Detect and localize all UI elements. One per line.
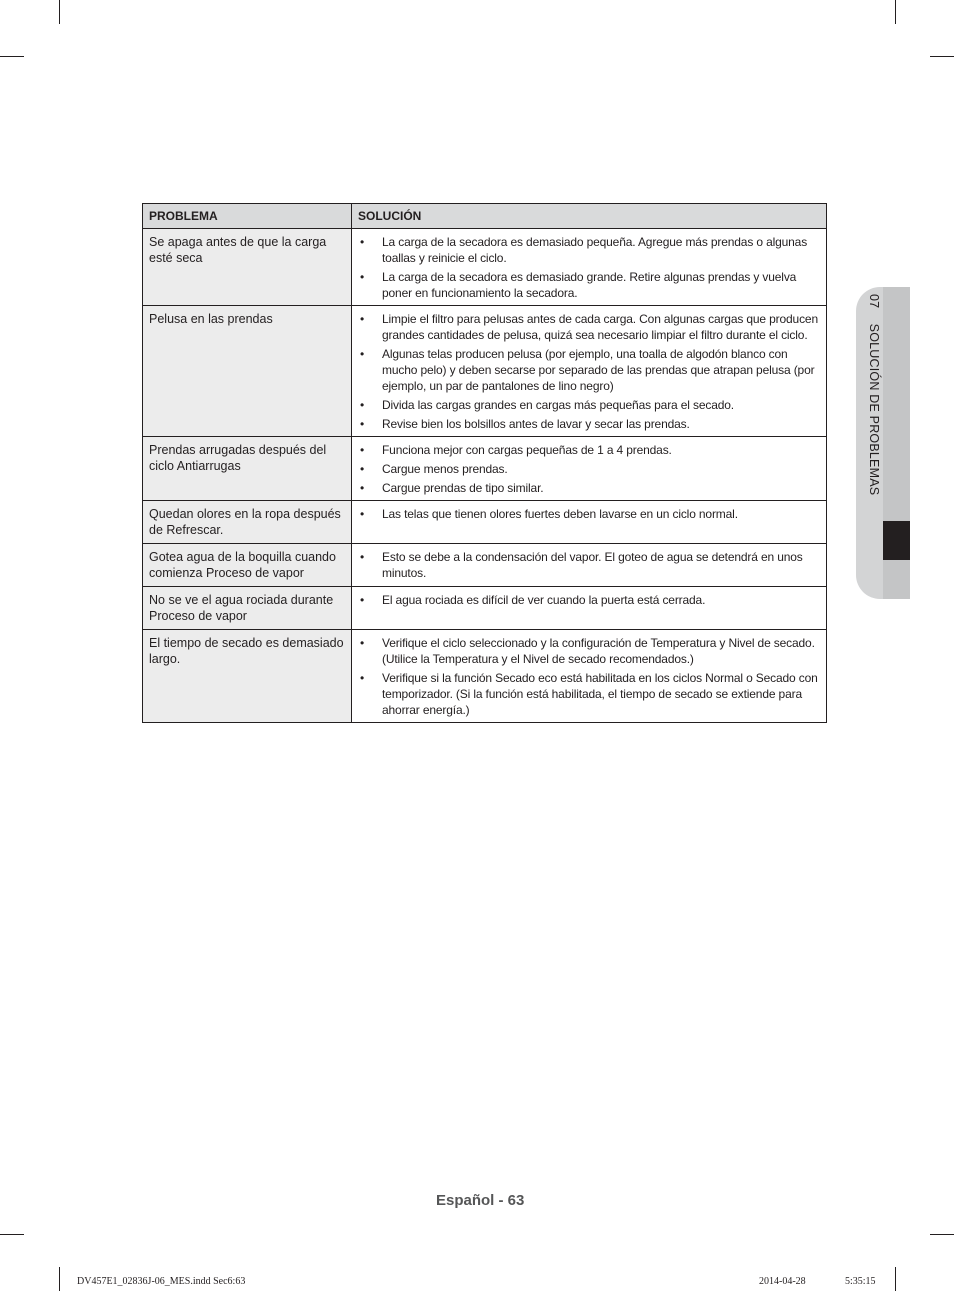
solution-list	[360, 234, 818, 301]
table-row	[143, 543, 827, 586]
table-body	[143, 228, 827, 722]
problem-cell: El tiempo de secado es demasiado largo.	[143, 629, 352, 722]
problem-cell: Pelusa en las prendas	[143, 305, 352, 436]
table-row	[143, 436, 827, 500]
solution-item: • El agua rociada es difícil de ver cuando la puerta está cerrada.	[360, 592, 818, 608]
table-row	[143, 228, 827, 305]
solution-item: • Verifique el ciclo seleccionado y la configuración de Temperatura y Nivel de secado. (Utilice la Temperatura y el Nivel de secado recomendados.)	[360, 635, 818, 667]
crop-mark	[895, 0, 896, 24]
solution-item: • Revise bien los bolsillos antes de lavar y secar las prendas.	[360, 416, 818, 432]
solution-list	[360, 442, 818, 496]
chapter-tab-bar	[883, 287, 910, 521]
crop-mark	[895, 1267, 896, 1291]
solution-cell	[352, 305, 827, 436]
solution-item: • Divida las cargas grandes en cargas más pequeñas para el secado.	[360, 397, 818, 413]
solution-list	[360, 592, 818, 608]
troubleshooting-table	[142, 203, 827, 723]
solution-cell	[352, 228, 827, 305]
table-row	[143, 500, 827, 543]
solution-list	[360, 635, 818, 718]
header-problem: PROBLEMA	[143, 204, 352, 229]
crop-mark	[0, 1234, 24, 1235]
chapter-number: 07	[867, 294, 881, 309]
problem-cell: Gotea agua de la boquilla cuando comienza Proceso de vapor	[143, 543, 352, 586]
solution-item: • Verifique si la función Secado eco está habilitada en los ciclos Normal o Secado con temporizador. (Si la función está habilitada, el tiempo de secado se extiende para ahorrar energía.)	[360, 670, 818, 718]
solution-list	[360, 506, 818, 522]
problem-cell: Prendas arrugadas después del ciclo Antiarrugas	[143, 436, 352, 500]
print-time: 5:35:15	[845, 1276, 876, 1287]
file-slug: DV457E1_02836J-06_MES.indd Sec6:63	[77, 1276, 246, 1287]
crop-mark	[0, 56, 24, 57]
crop-mark	[59, 1267, 60, 1291]
chapter-title: SOLUCIÓN DE PROBLEMAS	[867, 323, 881, 496]
table-header-row	[143, 204, 827, 229]
page-number: Español - 63	[436, 1192, 525, 1209]
chapter-tab-marker	[883, 521, 910, 560]
print-date: 2014-04-28	[759, 1276, 806, 1287]
crop-mark	[930, 1234, 954, 1235]
problem-cell: Quedan olores en la ropa después de Refrescar.	[143, 500, 352, 543]
table-row	[143, 586, 827, 629]
crop-mark	[59, 0, 60, 24]
table-row	[143, 305, 827, 436]
solution-cell	[352, 629, 827, 722]
solution-cell	[352, 586, 827, 629]
chapter-label	[861, 294, 881, 524]
solution-list	[360, 549, 818, 581]
solution-item: • La carga de la secadora es demasiado pequeña. Agregue más prendas o algunas toallas y reinicie el ciclo.	[360, 234, 818, 266]
problem-cell: Se apaga antes de que la carga esté seca	[143, 228, 352, 305]
solution-cell	[352, 543, 827, 586]
solution-item: • La carga de la secadora es demasiado grande. Retire algunas prendas y vuelva poner en funcionamiento la secadora.	[360, 269, 818, 301]
solution-item: • Funciona mejor con cargas pequeñas de 1 a 4 prendas.	[360, 442, 818, 458]
solution-item: • Las telas que tienen olores fuertes deben lavarse en un ciclo normal.	[360, 506, 818, 522]
header-solution: SOLUCIÓN	[352, 204, 827, 229]
table-row	[143, 629, 827, 722]
crop-mark	[930, 56, 954, 57]
solution-item: • Limpie el filtro para pelusas antes de cada carga. Con algunas cargas que producen grandes cantidades de pelusa, quizá sea necesario limpiar el filtro durante el ciclo.	[360, 311, 818, 343]
solution-cell	[352, 436, 827, 500]
solution-item: • Esto se debe a la condensación del vapor. El goteo de agua se detendrá en unos minutos.	[360, 549, 818, 581]
solution-list	[360, 311, 818, 432]
chapter-tab-bar-bottom	[883, 560, 910, 599]
solution-item: • Algunas telas producen pelusa (por ejemplo, una toalla de algodón blanco con mucho pelo) y deben secarse por separado de las prendas que atrapan pelusa (por ejemplo, un par de pantalones de lino negro)	[360, 346, 818, 394]
solution-item: • Cargue prendas de tipo similar.	[360, 480, 818, 496]
problem-cell: No se ve el agua rociada durante Proceso de vapor	[143, 586, 352, 629]
solution-cell	[352, 500, 827, 543]
solution-item: • Cargue menos prendas.	[360, 461, 818, 477]
